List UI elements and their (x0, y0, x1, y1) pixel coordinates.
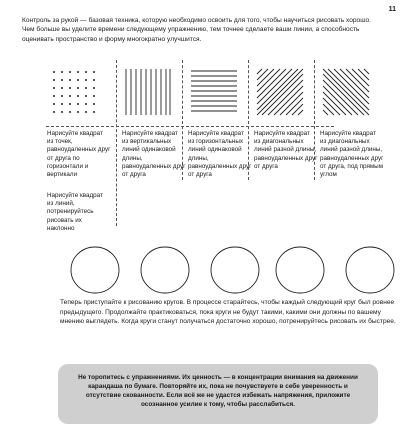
exercise-caption: Нарисуйте квадрат из точек, равноудаленных друг от друга по горизонтали и вертикали (47, 130, 111, 179)
intro-paragraph: Контроль за рукой — базовая техника, которую необходимо освоить для того, чтобы научиться рисовать хорошо. Чем больше вы уделите времени следующему упражнению, тем точнее сделаете ваши линии, а способность оценивать пространство и форму многократно улучшится. (22, 17, 372, 43)
note-box (58, 364, 378, 424)
circle-shape (276, 247, 324, 293)
circle-shape (211, 247, 259, 293)
circle-shape (346, 247, 394, 293)
circle-shape (71, 247, 119, 293)
page-number: 11 (388, 6, 396, 13)
exercise-caption: Нарисуйте квадрат из вертикальных линий одинаковой длины, равноудаленных друг от друга (122, 130, 186, 179)
exercise-caption: Нарисуйте квадрат из горизонтальных линий одинаковой длины, равноудаленных друг от друга (188, 130, 252, 179)
circle-shape (141, 247, 189, 293)
exercise-caption: Нарисуйте квадрат из диагональных линий разной длины, равноудаленных друг от друга (254, 130, 318, 170)
circle-intro-paragraph: Теперь приступайте к рисованию кругов. В процессе старайтесь, чтобы каждый следующий круг был ровнее предыдущего. Продолжайте практиковаться, пока круги не будут такими, какими они должны по вашему мнению выглядеть. Когда круги станут получаться достаточно хорошо, потренируйтесь рисовать их быстрее. (60, 299, 396, 326)
extra-exercise-caption: Нарисуйте квадрат из линий, потренируйтесь рисовать их наклонно (47, 192, 103, 232)
note-text: Не торопитесь с упражнениями. Их ценность — в концентрации внимания на движении карандаша по бумаге. Повторяйте их, пока не почувствуете в себе уверенность и отсутствие скованности. Если всё же не удастся избежать напряжения, приложите осознанное усилие к тому, чтобы расслабиться. (78, 374, 358, 409)
exercise-caption: Нарисуйте квадрат из диагональных линий разной длины, равноудаленных друг от друга, под прямым углом (320, 130, 384, 179)
